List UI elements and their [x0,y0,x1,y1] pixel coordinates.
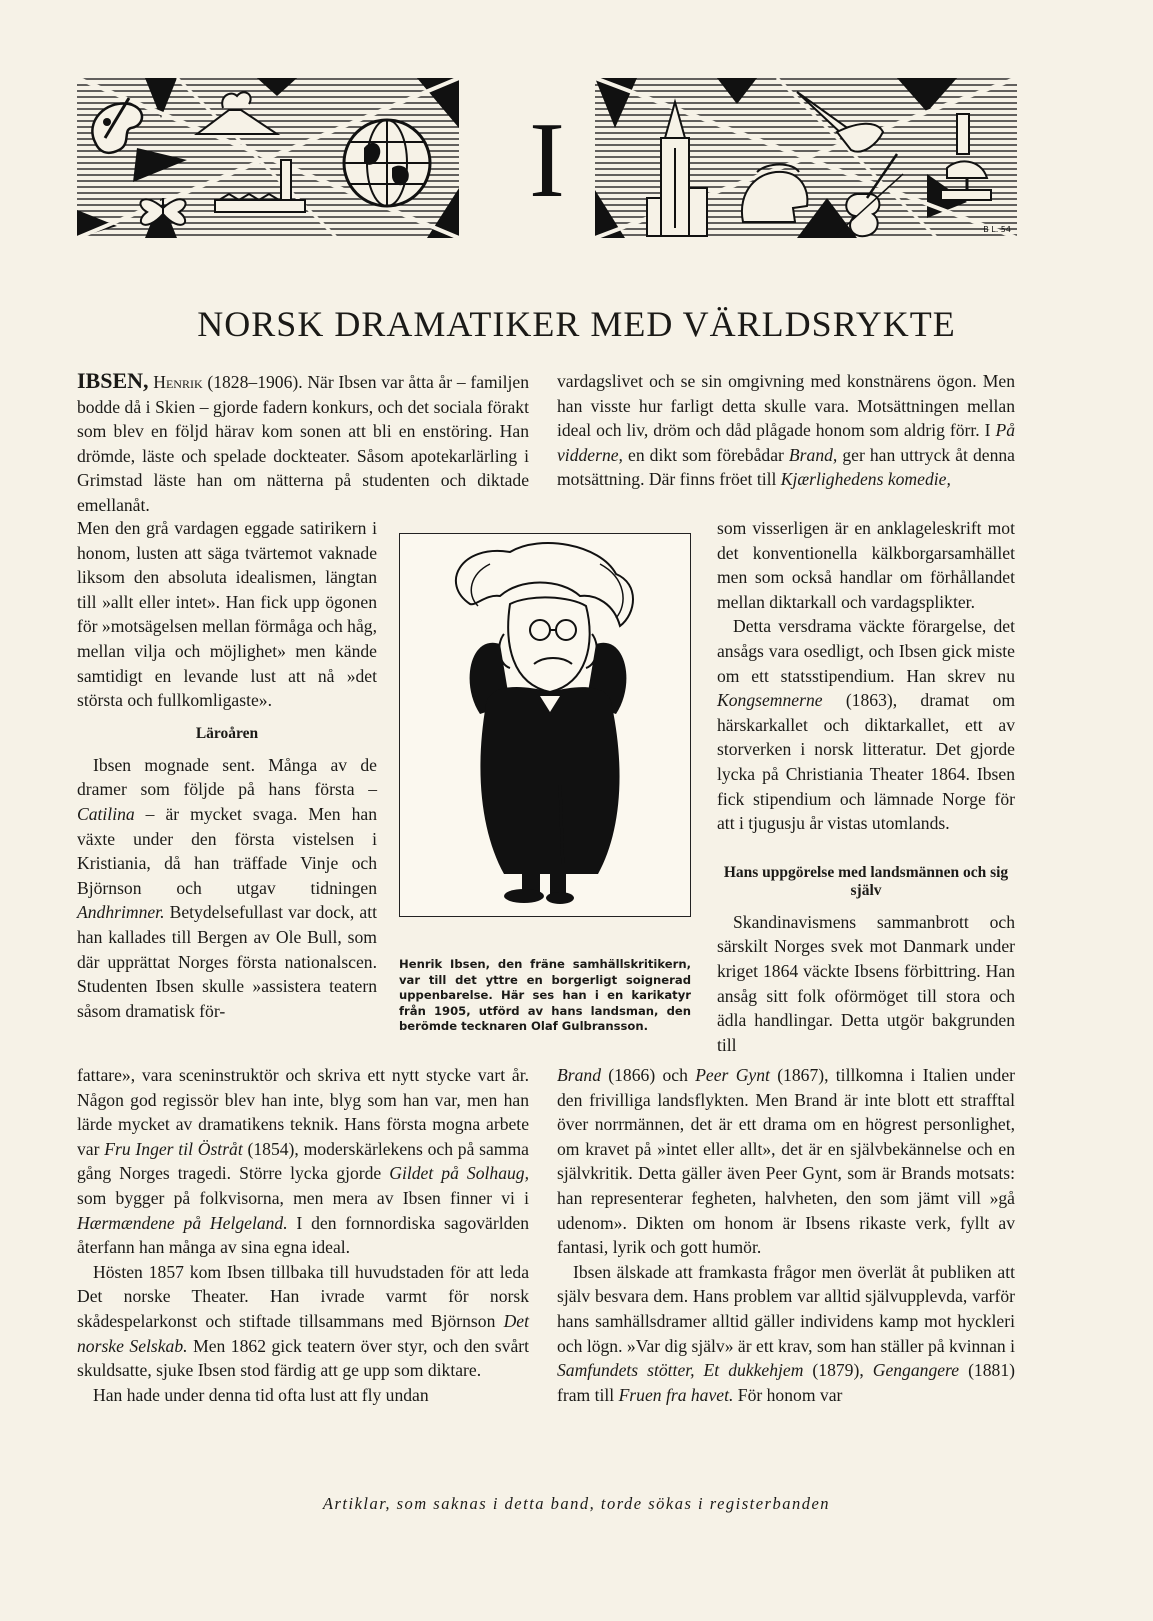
ibsen-caricature [400,534,690,916]
butterfly-icon [140,198,185,226]
globe-icon [344,120,430,206]
right-column-upper [557,369,1015,492]
artist-signature: B L. 54 [983,225,1011,234]
entry-name: IBSEN, [77,368,149,393]
left-column-lower [77,1063,529,1407]
entry-given-name: Henrik [153,372,203,392]
header-banner [77,78,1017,240]
paragraph: Detta versdrama väckte förargelse, det ansågs vara osedligt, och Ibsen gick miste om ett statsstipendium. Han skrev nu Kongsemnerne (1863), dramat om härskarkallet och diktarkallet, ett av storverken i norsk litteratur. Det gjorde lycka på Christiania Theater 1864. Ibsen fick stipendium och lämnade Norge för att i tjugusju år vistas utomlands. [717,616,1015,834]
paragraph: vardagslivet och se sin omgivning med konstnärens ögon. Men han visste hur farligt detta skulle vara. Motsättningen mellan ideal och liv, dröm och dåd plågade honom som aldrig förr. I På vidderne, en dikt som förebådar Brand, ger han uttryck åt denna motsättning. Där finns fröet till Kjærlighedens komedie, [557,371,1015,490]
paragraph: Skandinavismens sammanbrott och särskilt Norges svek mot Danmark under kriget 1864 väckte Ibsens förbittring. Han ansåg sitt folk oförmöget till stora och ädla handlingar. Detta utgör bakgrunden till [717,911,1015,1055]
paragraph: Hösten 1857 kom Ibsen tillbaka till huvudstaden för att leda Det norske Theater. Han ivrade varmt för norsk skådespelarkonst och stiftade tillsammans med Björnson Det norske Selskab. Men 1862 gick teatern över styr, och den svårt skuldsatte, sjuke Ibsen stod färdig att ge upp som diktare. [77,1261,529,1381]
paragraph: Han hade under denna tid ofta lust att fly undan [93,1384,429,1405]
article-title: NORSK DRAMATIKER MED VÄRLDSRYKTE [197,304,956,344]
figure-caption: Henrik Ibsen, den fräne samhällskritikern, var till det yttre en borgerligt soignerad uppenbarelse. Här ses han i en karikatyr från 1905, utförd av hans landsman, den berömde tecknaren Olaf Gulbransson. [399,957,691,1034]
right-column-narrow [717,516,1015,1057]
paragraph: Men den grå vardagen eggade satirikern i honom, lusten att säga tvärtemot vaknade liksom den absoluta idealismen, längtan till »allt eller intet». Han fick upp ögonen för »motsägelsen mellan förmåga och håg, mellan vilja och möjlighet» men kände samtidigt en levande lust att nå »det största och fullkomligaste». [77,518,377,711]
ibsen-caricature-figure [399,533,691,917]
lead-paragraph: IBSEN, Henrik (1828–1906). När Ibsen var åtta år – familjen bodde då i Skien – gjorde fadern konkurs, och det sociala förakt som blev en följd härav kom sonen att bli en enstöring. Han drömde, läste och spelade dockteater. Såsom apotekarlärling i Grimstad läste han om nätterna på studenten och diktade emellanåt. [77,368,530,515]
paragraph: Ibsen älskade att framkasta frågor men överlät åt publiken att själv besvara dem. Hans problem var alltid självupplevda, varför hans samhällsdramer alltid gäller individens kamp mot hyckleri och lögn. »Var dig själv» är ett krav, som han ställer på kvinnan i Samfundets stötter, Et dukkehjem (1879), Gengangere (1881) fram till Fruen fra havet. För honom var [557,1261,1015,1405]
subheading-uppgorelse: Hans uppgörelse med landsmännen och sig själv [723,863,1009,899]
left-column-narrow [77,516,377,1023]
paragraph: fattare», vara sceninstruktör och skriva ett nytt stycke vart år. Någon god regissör blev han inte, blyg som han var, men han lärde mycket av dramatikens teknik. Hans första mogna arbete var Fru Inger til Östråt (1854), moderskärlekens och på samma gång Norges tragedi. Större lycka gjorde Gildet på Solhaug, som bygger på folkvisorna, men mera av Ibsen finner vi i Hærmændene på Helgeland. I den fornnordiska sagovärlden återfann han många av sina egna ideal. [77,1065,529,1258]
page-footer: Artiklar, som saknas i detta band, torde sökas i registerbanden [322,1494,831,1513]
chapter-numeral: I [529,101,565,220]
paragraph: Brand (1866) och Peer Gynt (1867), tillkomna i Italien under den frivilliga landsflykten. Men Brand är inte blott ett strafftal över norrmännen, det är ett drama om en högrest personlighet, om kravet på »intet eller allt», det är en självbekännelse och en självkritik. Detta gäller även Peer Gynt, som är Brands motsats: han representerar fegheten, halvheten, den som jämt vill »gå udenom». Dikten om honom är Ibsens rikaste verk, fyllt av fantasi, lyrik och gott humör. [557,1065,1016,1258]
subheading-laroaren: Läroåren [195,724,259,742]
right-column-lower [557,1063,1015,1407]
paragraph: Ibsen mognade sent. Många av de dramer som följde på hans första – Catilina – är mycket svaga. Men han växte under den första vistelsen i Kristiania, då han träffade Vinje och Björnson och utgav tidningen Andhrimner. Betydelsefullast var dock, att han kallades till Bergen av Ole Bull, som där upprättat Norges första nationalscen. Studenten Ibsen skulle »assistera teatern såsom dramatisk för- [77,754,377,1021]
paragraph: som visserligen är en anklageleskrift mot det konventionella kälkborgarsamhället men som också handlar om förhållandet mellan diktarkall och vardagsplikter. [717,518,1015,612]
